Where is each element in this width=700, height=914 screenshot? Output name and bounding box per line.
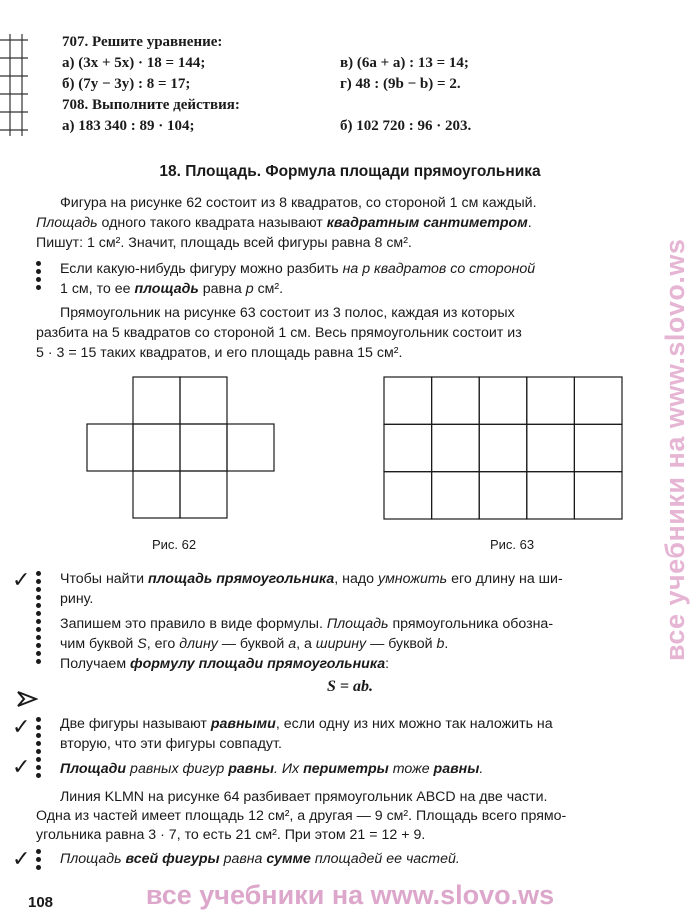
paragraph-3-line-2: чим буквой S, его длину — буквой a, а ширину — буквой b. <box>60 636 449 652</box>
property-marker <box>36 849 42 873</box>
grid-cell <box>384 377 432 424</box>
rule-marker <box>36 571 42 667</box>
grid-cell <box>574 377 622 424</box>
grid-cell <box>432 377 480 424</box>
definition-1-line-2: 1 см, то ее площадь равна p см². <box>60 281 284 297</box>
paragraph-3-line-3: Получаем формулу площади прямоугольника: <box>60 656 390 672</box>
figure-63-caption: Рис. 63 <box>490 537 535 552</box>
grid-cell <box>432 472 480 519</box>
grid-cell <box>432 424 480 471</box>
section-title: 18. Площадь. Формула площади прямоугольника <box>159 163 541 180</box>
paragraph-1-line-3: Пишут: 1 см². Значит, площадь всей фигуры равна 8 см². <box>36 235 412 251</box>
check-mark-icon: ✓ <box>12 567 31 592</box>
paragraph-4-line-2: Одна из частей имеет площадь 12 см², а другая — 9 см². Площадь всего прямо- <box>36 808 567 824</box>
exercise-707-label: 707. Решите уравнение: <box>62 34 223 50</box>
definition-marker <box>36 261 42 293</box>
paragraph-1-line-2: Площадь одного такого квадрата называют квадратным сантиметром. <box>36 215 532 231</box>
paragraph-2-line-1: Прямоугольник на рисунке 63 состоит из 3 полос, каждая из которых <box>60 305 515 321</box>
figure-63 <box>383 376 623 520</box>
grid-cell <box>574 472 622 519</box>
margin-grid-marks <box>0 0 32 140</box>
grid-cell <box>527 472 575 519</box>
area-formula: S = ab. <box>326 678 373 695</box>
definition-2-line-2: вторую, что эти фигуры совпадут. <box>60 736 282 752</box>
definition-marker <box>36 717 42 757</box>
equal-figures-property: Площади равных фигур равны. Их периметры тоже равны. <box>60 761 484 777</box>
exercise-708-a: а) 183 340 : 89 · 104; <box>62 118 195 134</box>
property-marker <box>36 757 42 781</box>
grid-cell <box>527 377 575 424</box>
grid-cell <box>384 472 432 519</box>
figure-62-caption: Рис. 62 <box>152 537 197 552</box>
grid-cell <box>527 424 575 471</box>
paragraph-1-line-1: Фигура на рисунке 62 состоит из 8 квадратов, со стороной 1 см каждый. <box>60 195 537 211</box>
exercise-708-label: 708. Выполните действия: <box>62 97 240 113</box>
grid-cell <box>479 472 527 519</box>
check-mark-icon: ✓ <box>12 846 31 871</box>
grid-cell <box>479 377 527 424</box>
exercise-707-a: а) (3x + 5x) · 18 = 144; <box>62 55 206 71</box>
paragraph-4-line-3: угольника равна 3 · 7, то есть 21 см². При этом 21 = 12 + 9. <box>36 827 426 843</box>
paragraph-2-line-3: 5 · 3 = 15 таких квадратов, и его площадь равна 15 см². <box>36 345 403 361</box>
figure-62 <box>86 376 276 520</box>
grid-cell <box>479 424 527 471</box>
watermark-bottom: все учебники на www.slovo.ws <box>145 880 555 910</box>
paragraph-2-line-2: разбита на 5 квадратов со стороной 1 см. Весь прямоугольник состоит из <box>36 325 522 341</box>
definition-2-line-1: Две фигуры называют равными, если одну из них можно так наложить на <box>60 716 553 732</box>
rule-1-line-1: Чтобы найти площадь прямоугольника, надо умножить его длину на ши- <box>60 571 563 587</box>
paragraph-4-line-1: Линия KLMN на рисунке 64 разбивает прямоугольник ABCD на две части. <box>60 789 548 805</box>
paragraph-3-line-1: Запишем это правило в виде формулы. Площадь прямоугольника обозна- <box>60 616 554 632</box>
check-mark-icon: ✓ <box>12 714 31 739</box>
exercise-707-b: б) (7y − 3y) : 8 = 17; <box>62 76 191 92</box>
exercise-707-g: г) 48 : (9b − b) = 2. <box>340 76 461 92</box>
grid-cell <box>574 424 622 471</box>
exercise-708-b: б) 102 720 : 96 · 203. <box>340 118 472 134</box>
rule-1-line-2: рину. <box>60 591 94 607</box>
arrow-marker-icon <box>16 690 38 708</box>
definition-1-line-1: Если какую-нибудь фигуру можно разбить на p квадратов со стороной <box>60 261 536 277</box>
watermark-vertical: все учебники на www.slovo.ws <box>660 238 690 662</box>
area-sum-property: Площадь всей фигуры равна сумме площадей ее частей. <box>60 851 460 867</box>
check-mark-icon: ✓ <box>12 754 31 779</box>
page-number: 108 <box>28 894 54 911</box>
exercise-707-v: в) (6a + a) : 13 = 14; <box>340 55 469 71</box>
grid-cell <box>384 424 432 471</box>
